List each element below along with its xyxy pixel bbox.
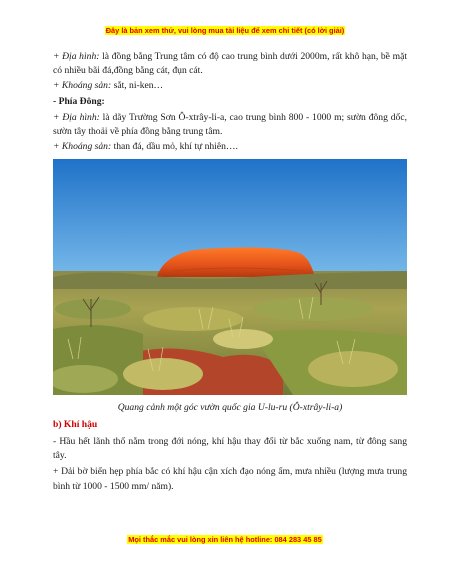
terrain-label: + Địa hình: xyxy=(53,51,100,62)
figure-caption: Quang cảnh một góc vườn quốc gia U-lu-ru (Ô-xtrây-li-a) xyxy=(117,402,343,414)
uluru-landscape-photo xyxy=(53,159,407,395)
climate-heading: b) Khí hậu xyxy=(53,419,98,431)
paragraph-minerals-east xyxy=(53,140,407,154)
terrain-text: là đồng bằng Trung tâm có độ cao trung bình dưới 2000m, rất khô hạn, bề mặt có nhiều bãi đá,đồng bằng cát, đụn cát. xyxy=(53,51,407,77)
climate-paragraph-1: - Hầu hết lãnh thổ nằm trong đới nóng, khí hậu thay đổi từ bắc xuống nam, từ đông sang tây. xyxy=(53,435,407,461)
minerals-label: + Khoáng sản: xyxy=(53,140,112,152)
climate-paragraph-2: + Dải bờ biển hẹp phía bắc có khí hậu cận xích đạo nóng ẩm, mưa nhiều (lượng mưa trung bình từ 1000 - 1500 mm/ năm). xyxy=(53,466,407,492)
minerals-text: sắt, ni-ken… xyxy=(111,79,164,91)
terrain-label: + Địa hình: xyxy=(53,112,100,124)
terrain-text: là dãy Trường Sơn Ô-xtrây-li-a, cao trung bình 800 - 1000 m; sườn đông dốc, sườn tây thoải về phía đồng bằng trung tâm. xyxy=(53,112,407,138)
paragraph-minerals-west xyxy=(53,79,407,93)
minerals-label: + Khoáng sản: xyxy=(53,79,112,91)
header-notice: Đây là bản xem thử, vui lòng mua tài liệu để xem chi tiết (có lời giải) xyxy=(105,26,345,35)
document-body xyxy=(53,50,407,494)
footer-notice: Mọi thắc mắc vui lòng xin liên hệ hotline: 084 283 45 85 xyxy=(128,535,322,544)
east-heading: - Phía Đông: xyxy=(53,95,105,107)
paragraph-terrain-east xyxy=(53,111,407,140)
paragraph-terrain-west xyxy=(53,50,407,79)
minerals-text: than đá, dầu mỏ, khí tự nhiên…. xyxy=(111,140,238,152)
